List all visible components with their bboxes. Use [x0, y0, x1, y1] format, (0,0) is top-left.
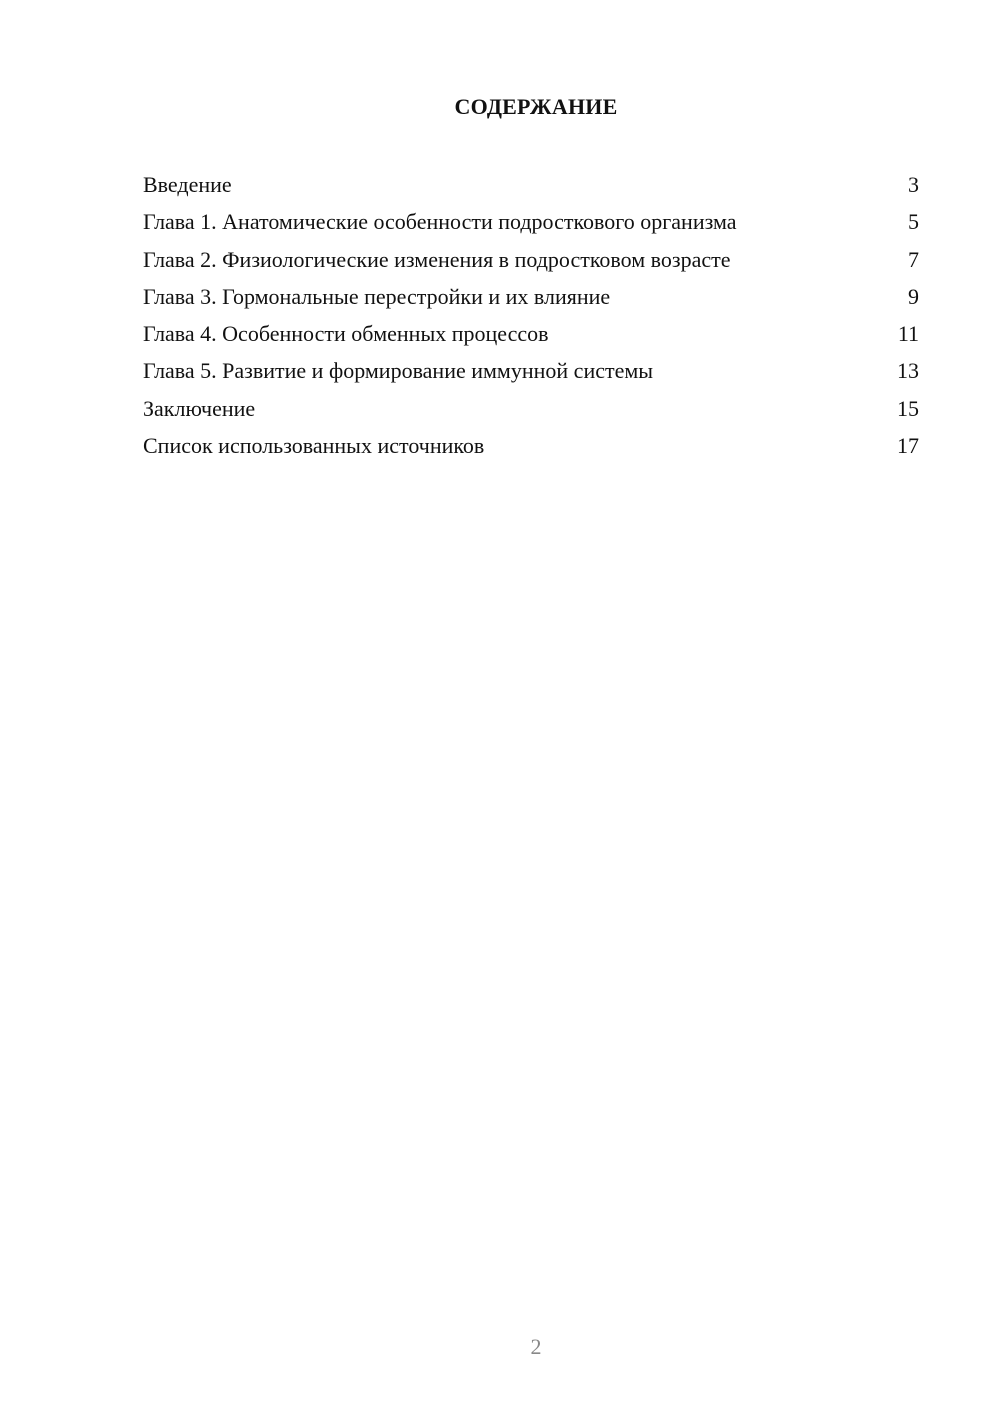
toc-entry-label: Глава 2. Физиологические изменения в подростковом возрасте: [143, 246, 731, 272]
toc-entry-page: 11: [897, 321, 919, 347]
toc-entry-page: 13: [897, 358, 919, 384]
toc-list: [143, 168, 919, 466]
toc-entry-page: 9: [908, 283, 919, 309]
toc-entry-conclusion: [143, 392, 919, 429]
toc-entry-label: Введение: [143, 172, 232, 197]
toc-entry-page: 3: [908, 172, 919, 197]
toc-entry-page: 15: [897, 395, 919, 421]
toc-entry-label: Глава 3. Гормональные перестройки и их влияние: [143, 283, 611, 309]
toc-entry-introduction: [143, 168, 919, 205]
page-number: 2: [530, 1334, 542, 1359]
toc-entry-chapter-3: [143, 280, 919, 317]
toc-heading: СОДЕРЖАНИЕ: [454, 94, 618, 119]
toc-entry-label: Глава 1. Анатомические особенности подросткового организма: [143, 209, 737, 235]
toc-entry-page: 17: [897, 433, 919, 459]
toc-entry-label: Глава 4. Особенности обменных процессов: [143, 321, 549, 347]
toc-entry-label: Глава 5. Развитие и формирование иммунной системы: [143, 358, 654, 384]
toc-entry-page: 5: [908, 209, 919, 235]
toc-entry-chapter-5: [143, 354, 919, 391]
toc-entry-chapter-4: [143, 317, 919, 354]
toc-entry-references: [143, 429, 919, 466]
toc-entry-label: Заключение: [143, 395, 256, 421]
toc-entry-page: 7: [908, 246, 919, 272]
toc-entry-label: Список использованных источников: [143, 433, 485, 459]
toc-entry-chapter-1: [143, 205, 919, 242]
toc-entry-chapter-2: [143, 243, 919, 280]
